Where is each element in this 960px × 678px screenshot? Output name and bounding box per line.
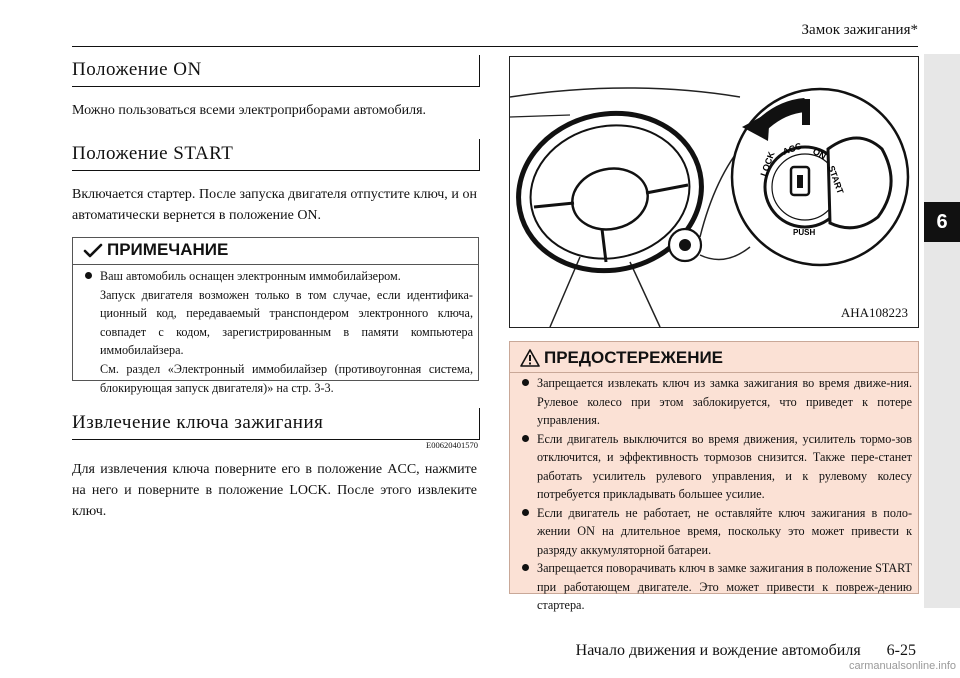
label-acc: ACC [781, 140, 804, 157]
section-title-removal: Извлечение ключа зажигания [72, 412, 324, 433]
bullet-icon [522, 379, 529, 386]
note-title: ПРИМЕЧАНИЕ [107, 240, 229, 259]
note-item [85, 267, 473, 397]
warning-item [522, 559, 912, 615]
warning-body [522, 374, 912, 615]
chapter-side-tab [924, 54, 960, 608]
running-title: Замок зажигания* [801, 22, 918, 38]
note-item-detail: Запуск двигателя возможен только в том случае, если идентифика-ционный код, передаваемый транспондером электронного ключа, совпадет с кодом, зарегистрированным в памяти компьютера иммобилайзера. [100, 287, 473, 358]
section-title-on: Положение ON [72, 59, 202, 80]
warning-item [522, 374, 912, 430]
bullet-icon [522, 509, 529, 516]
ignition-figure [509, 56, 919, 328]
steering-wheel-ignition-illustration [510, 57, 918, 327]
bullet-icon [522, 435, 529, 442]
label-lock: LOCK [758, 150, 777, 178]
bullet-icon [85, 272, 92, 279]
label-start: START [826, 164, 846, 196]
note-box [72, 237, 479, 395]
figure-label: AHA108223 [840, 305, 908, 320]
warning-title: ПРЕДОСТЕРЕЖЕНИЕ [544, 348, 724, 367]
section-code: E00620401570 [426, 440, 478, 450]
warning-item-text: Если двигатель не работает, не оставляйте ключ зажигания в поло-жении ON на длительное время, поскольку это может привести к разряду аккумуляторной батареи. [537, 505, 912, 557]
section-text-start: Включается стартер. После запуска двигателя отпустите ключ, и он автоматически вернется в положение ON. [72, 187, 477, 223]
section-title-start: Положение START [72, 143, 234, 164]
watermark: carmanualsonline.info [848, 660, 956, 672]
section-heading-start [72, 143, 480, 165]
header-rule [72, 46, 918, 47]
warning-item [522, 504, 912, 560]
note-item-ref: См. раздел «Электронный иммобилайзер (противоугонная система, блокирующая запуск двигателя)» на стр. 3-3. [100, 361, 473, 395]
note-item-text: Ваш автомобиль оснащен электронным иммобилайзером. [100, 269, 401, 283]
warning-rule [510, 372, 918, 373]
section-text-on: Можно пользоваться всеми электроприборами автомобиля. [72, 103, 427, 118]
page-footer [576, 642, 916, 660]
note-check-icon [83, 243, 103, 259]
warning-box [509, 341, 919, 612]
footer-chapter-title: Начало движения и вождение автомобиля [575, 642, 861, 659]
bullet-icon [522, 564, 529, 571]
label-push: PUSH [793, 228, 816, 237]
section-heading-removal [72, 412, 480, 434]
warning-triangle-icon [520, 349, 540, 367]
note-body [85, 267, 473, 397]
warning-item [522, 430, 912, 504]
warning-item-text: Запрещается поворачивать ключ в замке зажигания в положение START при работающем двигателе. Это может привести к повреж-дению стартера. [537, 561, 912, 612]
section-heading-on [72, 59, 480, 81]
page-number: 6-25 [886, 642, 916, 659]
note-header [73, 238, 478, 265]
section-text-removal: Для извлечения ключа поверните его в положение ACC, нажмите на него и поверните в положение LOCK. После этого извлеките ключ. [72, 462, 477, 519]
label-on: ON [811, 146, 828, 162]
chapter-number-tab[interactable]: 6 [924, 202, 960, 242]
warning-item-text: Если двигатель выключится во время движения, усилитель тормо-зов отключится, и эффективность тормозов снизится. Также пере-станет работать усилитель рулевого управления, и к рулевому колесу потребуется прикладывать большее усилие. [537, 431, 912, 501]
warning-item-text: Запрещается извлекать ключ из замка зажигания во время движе-ния. Рулевое колесо при этом заблокируется, что приведет к потере управления. [537, 376, 912, 427]
